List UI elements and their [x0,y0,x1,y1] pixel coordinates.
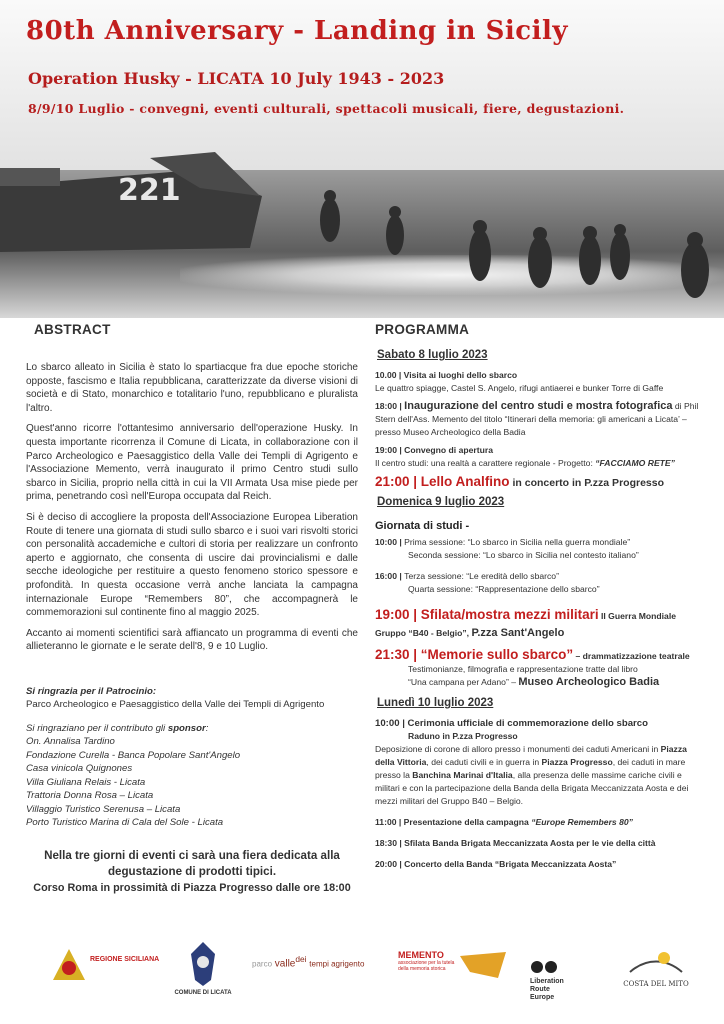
abstract-paragraph: Quest'anno ricorre l'ottantesimo anniversario dell'operazione Husky. In questa importante ricorrenza il Comune di Licata, in collaborazione con il Parco Archeologico e Paesaggistico della Valle dei Templi di Agrigento e l'Associazione Memento, verrà inaugurato il primo Centro studi sullo sbarco in Sicilia, proprio nella città in cui la VII Armata Usa mise piede per prima, penetrando così nell'Europa occupata dal Reich. [26,423,358,503]
event-desc: , alla presenza delle massime cariche civili e militari e con la partecipazione della Banda della Brigata Meccanizzata Aosta e dei mezzi militari del Gruppo B40 – Belgio. [375,770,689,806]
landing-craft-image [0,148,262,254]
event-project: “FACCIAMO RETE” [595,458,675,468]
patronage-title: Si ringrazia per il Patrocinio: [26,685,157,697]
event-time: 11:00 | Presentazione della campagna [375,817,532,827]
event-highlight: 21:00 | Lello Analfino [375,474,510,489]
regione-logo [52,948,162,982]
event-item [375,816,707,829]
event-time: 10.00 | Visita ai luoghi dello sbarco [375,370,518,380]
soldiers-image [300,190,724,310]
event-tagline: 8/9/10 Luglio - convegni, eventi culturali, spettacoli musicali, fiere, degustazioni. [28,101,625,116]
sponsor-title-bold: sponsor [167,722,206,734]
event-title: 80th Anniversary - Landing in Sicily [26,16,568,46]
event-time: 20:00 | Concerto della Banda “Brigata Meccanizzata Aosta” [375,859,617,869]
event-place: Banchina Marinai d'Italia [412,770,513,780]
event-time: 10:00 | Cerimonia ufficiale di commemorazione dello sbarco [375,718,648,729]
memento-subtitle: associazione per la tutela della memoria storica [398,960,455,972]
event-time: 19:00 | Convegno di apertura [375,445,493,455]
event-desc: di Phil Stern dell'Ass. Memento del titolo “Itinerari della memoria: gli americani a Licata’ – presso Museo Archeologico della Badia [375,401,699,437]
sicily-map-icon [458,950,508,980]
session: Seconda sessione: “Lo sbarco in Sicilia nel contesto italiano” [408,550,639,560]
event-item [375,400,707,439]
eagle-crest-icon [185,940,221,988]
session: Prima sessione: “Lo sbarco in Sicilia nella guerra mondiale” [404,537,631,547]
session: Terza sessione: “Le eredità dello sbarco” [404,571,559,581]
sponsor-title-text: Si ringraziano per il contributo gli [26,722,168,734]
event-place: Piazza della Vittoria [375,744,687,767]
event-item [375,606,707,642]
event-place: Piazza Progresso [541,757,613,767]
event-highlight: 21:30 | “Memorie sullo sbarco” [375,647,574,662]
event-desc: II Guerra Mondiale [598,611,676,621]
memento-name: MEMENTO [398,950,444,960]
patronage-block [26,685,358,830]
program-column [375,322,707,876]
fair-line: Corso Roma in prossimità di Piazza Progresso dalle ore 18:00 [33,881,351,894]
sponsor-item: Trattoria Donna Rosa – Licata [26,790,154,802]
day-heading-sunday: Domenica 9 luglio 2023 [377,496,505,508]
event-sub: Raduno in P.zza Progresso [408,731,518,741]
liberation-name: Liberation Route Europe [530,978,564,1001]
abstract-paragraph: Si è deciso di accogliere la proposta dell'Associazione Europea Liberation Route di tenere una giornata di studi sullo sbarco e i suoi vari risvolti storici con personalità accademiche e cultori di storia per realizzare un confronto aperto e aggiornato, che consenta di uscire dai provincialismi e dalle secche ideologiche per restituire a questo fenomeno storico spessore e profondità. In questa occasione verrà anche lanciata la campagna internazionale Europe “Remembers 80”, che accompagnerà le commemorazioni sul continente fino al maggio 2025. [26,511,358,619]
program-heading: PROGRAMMA [375,322,470,337]
event-desc: Il centro studi: una realtà a carattere regionale - Progetto: [375,458,596,468]
abstract-paragraph: Accanto ai momenti scientifici sarà affiancato un programma di eventi che allieteranno le giornate e le serate dell'8, 9 e 10 Luglio. [26,627,358,653]
event-time: 10:00 | [375,537,405,547]
event-item [375,369,707,395]
event-desc: Gruppo “B40 - Belgio”, [375,628,472,638]
event-item [375,717,707,808]
day-heading-saturday: Sabato 8 luglio 2023 [377,349,488,361]
parco-logo [252,954,382,969]
event-title: Inaugurazione del centro studi e mostra fotografica [404,400,673,412]
trinacria-icon [52,948,86,982]
sponsor-item: Fondazione Curella - Banca Popolare Sant'Angelo [26,749,241,761]
event-time: 18:00 | [375,401,405,411]
event-desc: “Una campana per Adano” – [408,677,519,687]
abstract-heading: ABSTRACT [34,322,111,337]
costa-logo [616,948,696,988]
event-time: 16:00 | [375,571,405,581]
event-desc: Testimonianze, filmografia e rappresentazione tratte dal libro [408,664,638,674]
fair-notice [26,848,358,896]
event-highlight: 19:00 | Sfilata/mostra mezzi militari [375,607,599,622]
event-item [375,837,707,850]
event-item [375,570,707,596]
parco-text: parco [252,959,273,969]
event-time: 18:30 | Sfilata Banda Brigata Meccanizzata Aosta per le vie della città [375,838,656,848]
liberation-route-icon [530,956,558,978]
sponsor-item: Villa Giuliana Relais - Licata [26,776,146,788]
event-desc: Le quattro spiagge, Castel S. Angelo, rifugi antiaerei e bunker Torre di Gaffe [375,383,664,393]
session: Quarta sessione: “Rappresentazione dello sbarco” [408,584,600,594]
sponsor-item: On. Annalisa Tardino [26,736,115,748]
boat-number: 221 [118,173,181,208]
event-item [375,475,707,490]
event-place: Museo Archeologico Badia [518,676,660,688]
fair-line: degustazione di prodotti tipici. [107,864,277,878]
hero-banner [0,0,724,318]
parco-text: tempi agrigento [309,959,365,969]
abstract-column [26,322,358,896]
costa-name: COSTA DEL MITO [623,980,689,988]
sponsor-item: Villaggio Turistico Serenusa – Licata [26,803,181,815]
event-item [375,648,707,689]
patronage-text: Parco Archeologico e Paesaggistico della Valle dei Templi di Agrigento [26,699,325,711]
regione-name: REGIONE SICILIANA [90,956,160,963]
parco-text: dei [295,954,307,964]
event-desc: Deposizione di corone di alloro presso i monumenti dei caduti Americani in [375,744,661,754]
sponsor-item: Porto Turistico Marina di Cala del Sole - Licata [26,817,224,829]
sponsor-title: Si ringraziano per il contributo gli sponsor: [26,722,209,734]
parco-text: valle [274,958,296,970]
abstract-paragraph: Lo sbarco alleato in Sicilia è stato lo spartiacque fra due epoche storiche opposte, fascismo e Italia repubblicana, caratterizzate da diverse visioni di società e di Stato, monarchico e totalitario l'uno, repubblicano e pluralista l'altro. [26,362,358,414]
day-heading-monday: Lunedì 10 luglio 2023 [377,697,494,709]
comune-logo [168,940,238,996]
sponsor-logos [0,940,724,1024]
event-desc: in concerto in P.zza Progresso [509,477,664,489]
sponsor-item: Casa vinicola Quignones [26,763,133,775]
event-item [375,858,707,871]
costa-icon [626,948,686,978]
liberation-route-logo [530,956,610,1002]
event-place: P.zza Sant'Angelo [471,627,565,639]
event-subtitle: Operation Husky - LICATA 10 July 1943 - 2023 [28,69,445,88]
event-desc: , dei caduti in mare presso la [375,757,686,780]
event-desc: – drammatizzazione teatrale [573,651,690,661]
event-item [375,536,707,562]
comune-name: COMUNE DI LICATA [174,990,232,996]
memento-logo [398,950,518,972]
event-item [375,444,707,470]
event-desc: “Europe Remembers 80” [531,817,633,827]
fair-line: Nella tre giorni di eventi ci sarà una fiera dedicata alla [44,848,340,862]
study-day-title: Giornata di studi - [375,520,470,532]
event-desc: , dei caduti civili e in guerra in [426,757,542,767]
